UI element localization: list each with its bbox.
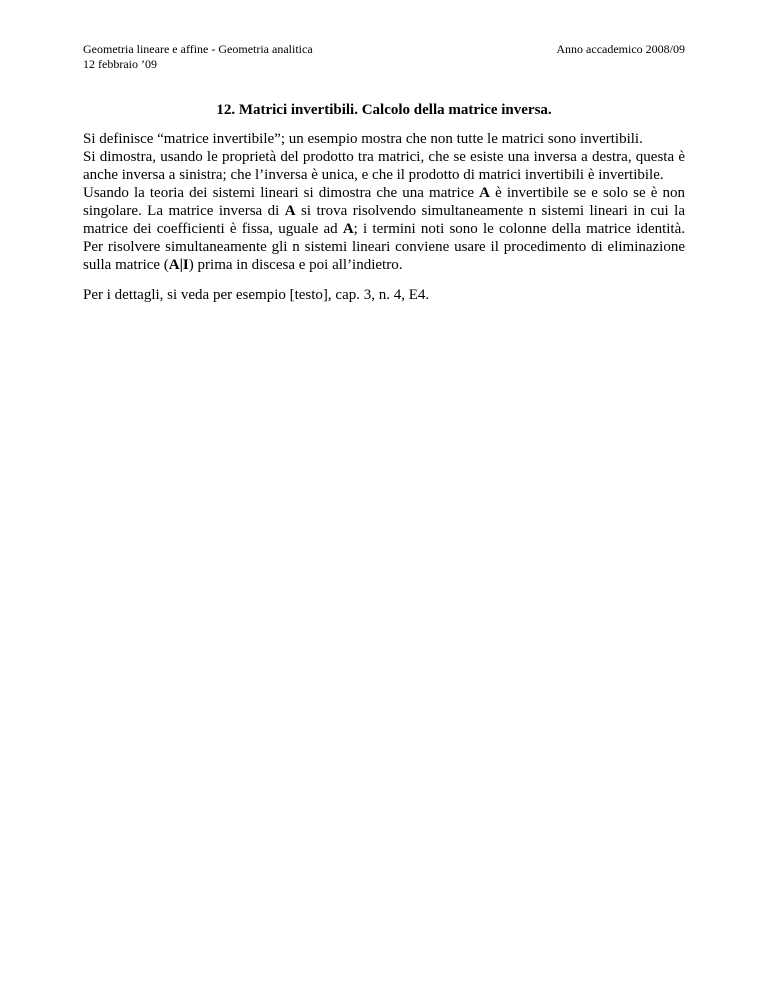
- course-title: Geometria lineare e affine - Geometria analitica: [83, 42, 313, 56]
- bold-matrix-a: A: [479, 185, 490, 201]
- academic-year: Anno accademico 2008/09: [556, 42, 685, 56]
- document-body: [83, 130, 685, 304]
- paragraph-reference: Per i dettagli, si veda per esempio [testo], cap. 3, n. 4, E4.: [83, 287, 430, 303]
- text-run: si trova risolvendo simultaneamente n sistemi lineari in cui la matrice dei coefficienti è fissa, uguale ad: [83, 203, 685, 237]
- lecture-date: 12 febbraio ’09: [83, 57, 157, 71]
- text-run: ; i termini noti sono le colonne della matrice identità. Per risolvere simultaneamente gli n sistemi lineari conviene usare il procedimento di eliminazione sulla matrice (: [83, 221, 686, 273]
- bold-matrix-a: A: [284, 203, 296, 219]
- paragraph-linear-systems: [83, 184, 685, 274]
- text-run: ) prima in discesa e poi all’indietro.: [188, 257, 403, 273]
- bold-matrix-a: A: [342, 221, 354, 237]
- header-left: [83, 42, 313, 72]
- text-run: Usando la teoria dei sistemi lineari si dimostra che una matrice: [83, 185, 480, 201]
- bold-augmented-matrix: A|I: [168, 257, 189, 273]
- text-run: è invertibile se e solo se è non singolare. La matrice inversa di: [83, 185, 685, 219]
- paragraph-inverse-properties: Si dimostra, usando le proprietà del prodotto tra matrici, che se esiste una inversa a destra, questa è anche inversa a sinistra; che l’inversa è unica, e che il prodotto di matrici invertibili è invertibile.: [83, 149, 685, 183]
- header-right: [556, 42, 685, 57]
- paragraph-definition: Si definisce “matrice invertibile”; un esempio mostra che non tutte le matrici sono invertibili.: [83, 131, 643, 147]
- section-title: 12. Matrici invertibili. Calcolo della matrice inversa.: [216, 102, 552, 118]
